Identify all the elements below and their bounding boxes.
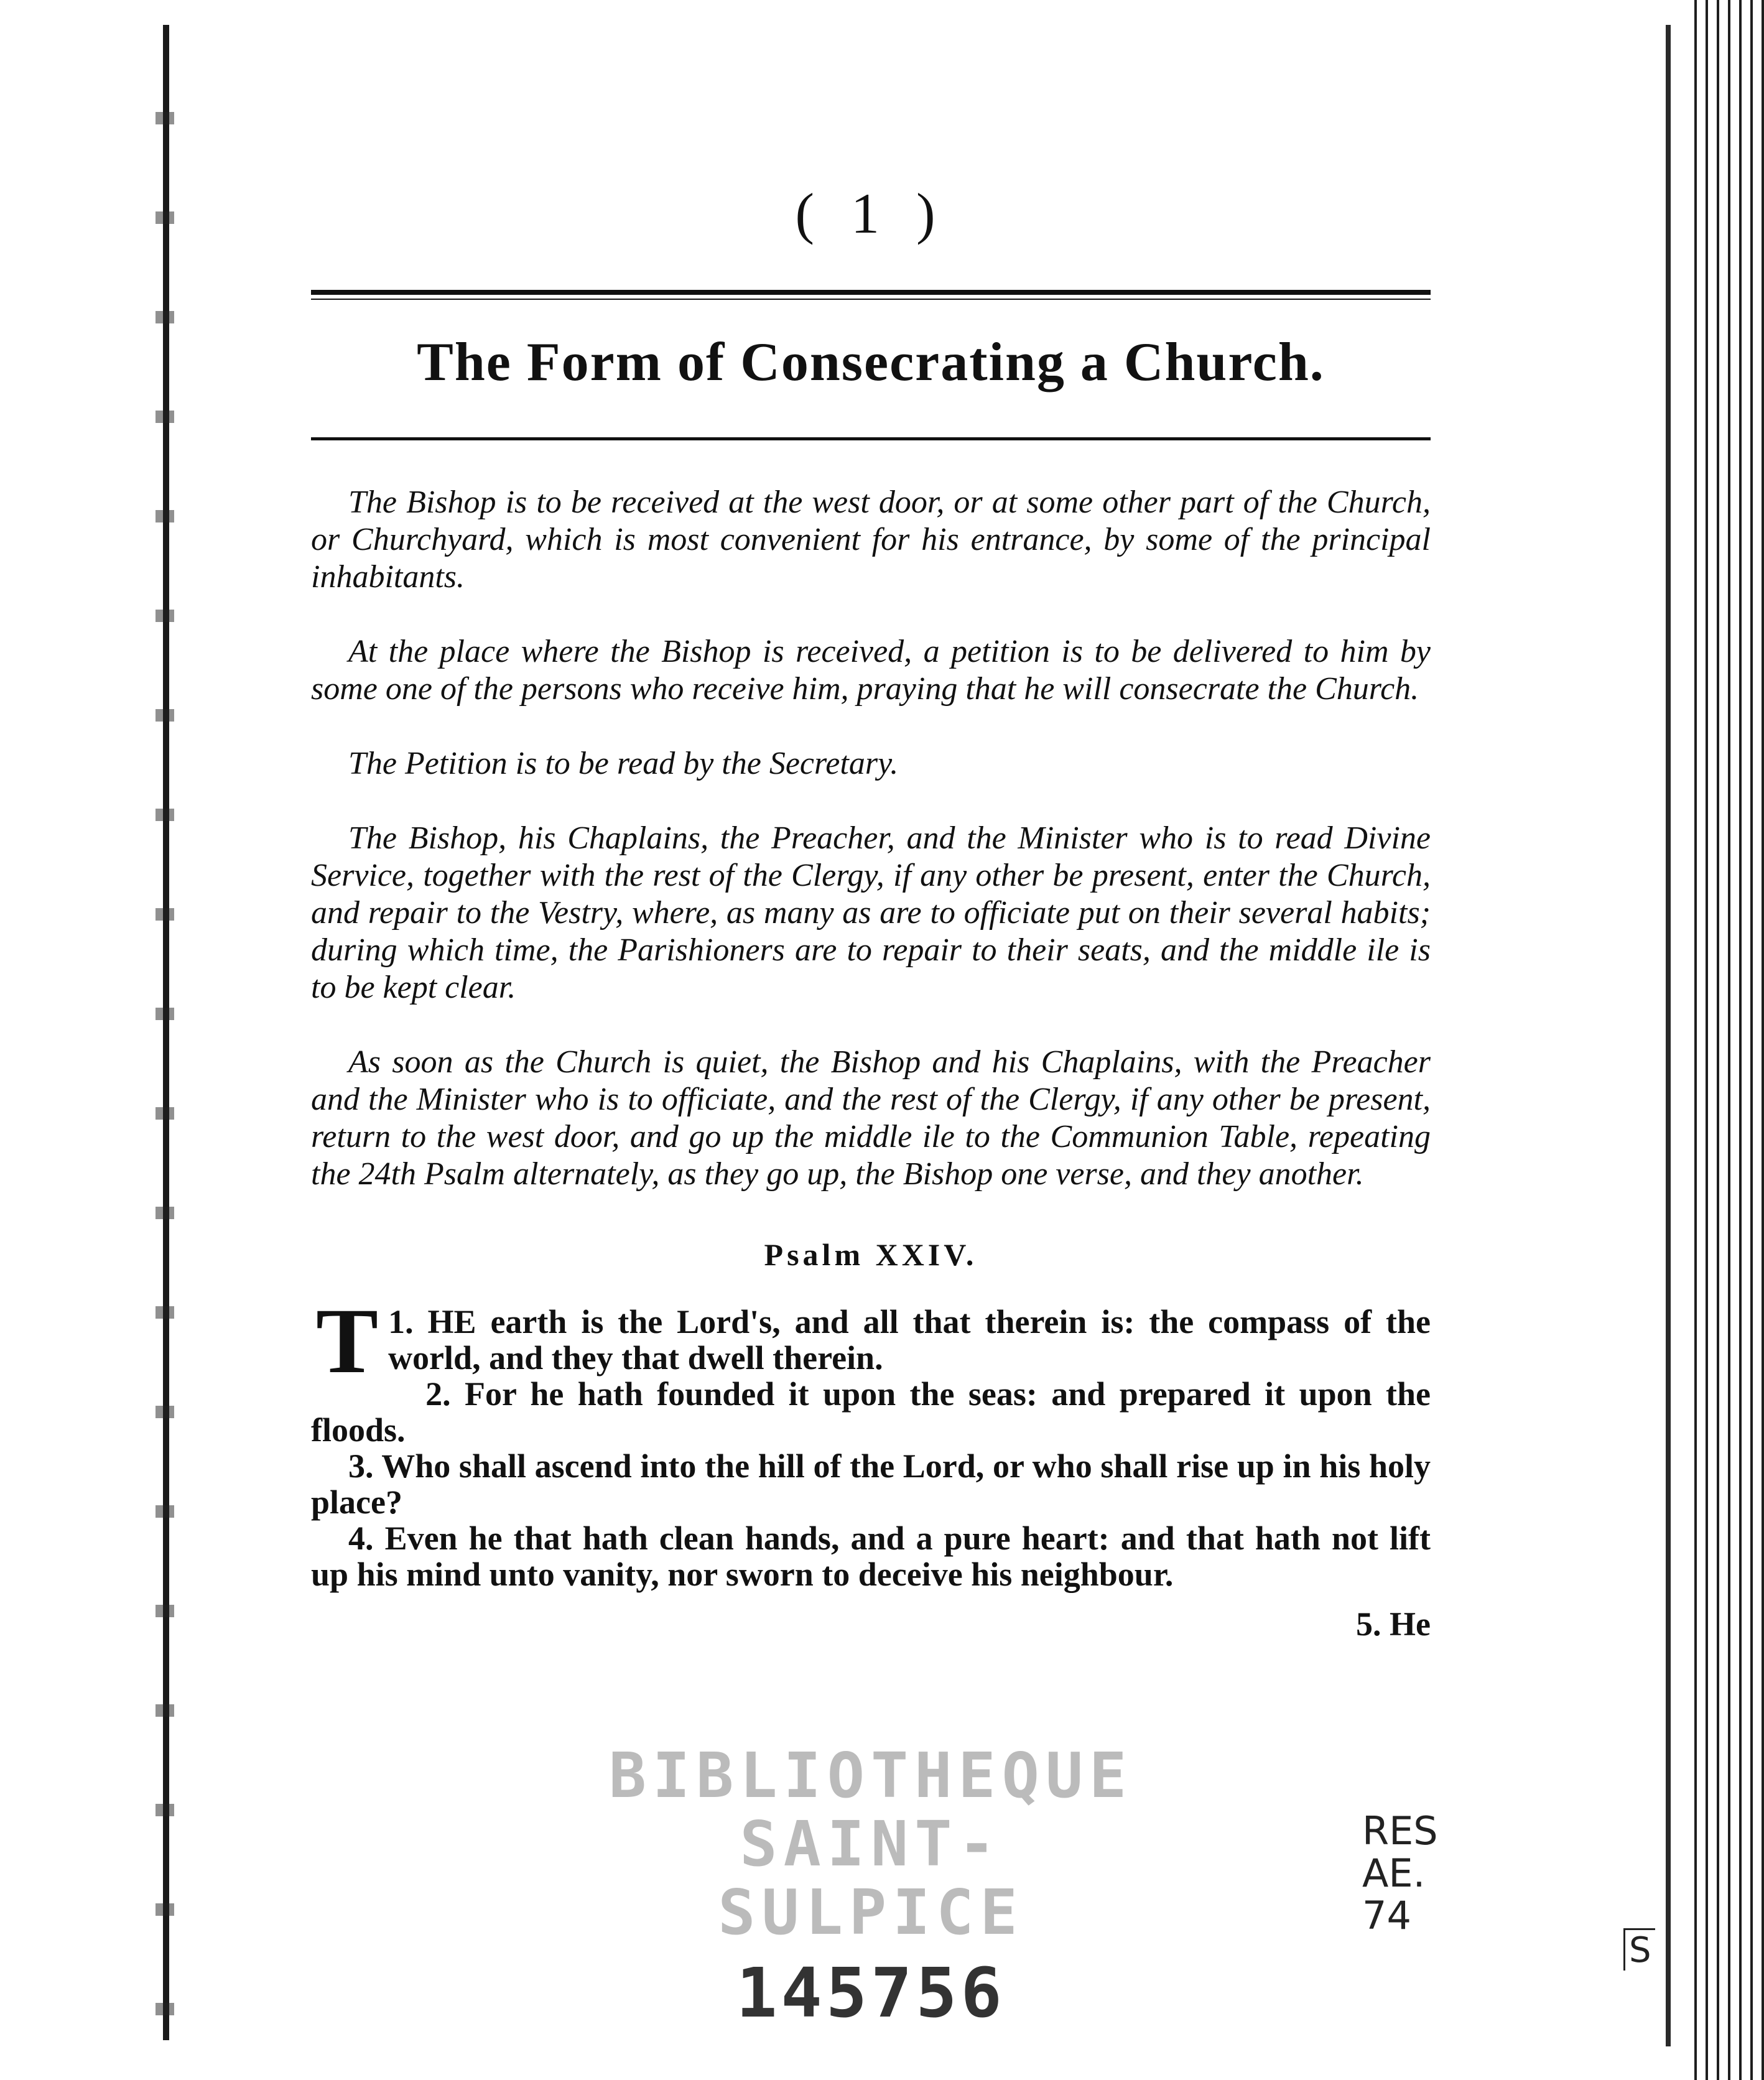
verse-text: Even he that hath clean hands, and a pure heart: and that hath not lift up his mind unto vanity, nor sworn to deceive his neighbour.	[311, 1520, 1431, 1593]
rubric-paragraph: The Petition is to be read by the Secretary.	[348, 746, 899, 781]
scan-right-edge	[1666, 25, 1671, 2046]
verse-text: Who shall ascend into the hill of the Lord, or who shall rise up in his holy place?	[311, 1447, 1431, 1521]
scan-left-edge-marks	[156, 25, 174, 2040]
handwritten-shelfmark	[1362, 1810, 1438, 1937]
shelfmark-line: 74	[1362, 1893, 1411, 1938]
page-title: The Form of Consecrating a Church.	[417, 332, 1325, 392]
rubric-paragraph: The Bishop, his Chaplains, the Preacher, and the Minister who is to read Divine Service, together with the rest of the Clergy, if any other be present, enter the Church, and repair to the Vestry, where, as many as are to officiate put on their several habits; during which time, the Parishioners are to repair to their seats, and the middle ile is to be kept clear.	[311, 820, 1431, 1005]
stamp-number: 145756	[736, 1953, 1006, 2033]
verse-number: 4.	[348, 1520, 374, 1557]
catchword-row	[311, 1605, 1431, 1661]
rubric-paragraph: At the place where the Bishop is received, a petition is to be delivered to him by some one of the persons who receive him, praying that he will consecrate the Church.	[311, 634, 1431, 707]
psalm-verse	[311, 1448, 1431, 1520]
catchword: 5. He	[1356, 1605, 1431, 1643]
drop-cap: T	[316, 1289, 379, 1393]
rubric-paragraph: As soon as the Church is quiet, the Bishop and his Chaplains, with the Preacher and the Minister who is to officiate, and the rest of the Clergy, if any other be present, return to the west door, and go up the middle ile to the Communion Table, repeating the 24th Psalm alternately, as they go up, the Bishop one verse, and they another.	[311, 1044, 1431, 1192]
scan-page-stack	[1689, 0, 1764, 2080]
rubric-paragraph: The Bishop is to be received at the west door, or at some other part of the Church, or Churchyard, which is most convenient for his entrance, by some of the principal inhabitants.	[311, 485, 1431, 595]
verse-number: 1.	[388, 1303, 414, 1340]
verse-text: HE earth is the Lord's, and all that therein is: the compass of the world, and they that dwell therein.	[388, 1303, 1431, 1377]
shelfmark-line: RES	[1362, 1808, 1438, 1854]
corner-mark: S	[1623, 1928, 1655, 1971]
header-rule	[311, 290, 1431, 300]
library-stamp	[591, 1739, 1151, 2033]
psalm-verse	[311, 1520, 1431, 1592]
psalm-heading: Psalm XXIV.	[764, 1237, 978, 1272]
title-rule	[311, 437, 1431, 440]
psalm-verse	[311, 1289, 1431, 1393]
document-page	[311, 180, 1431, 1661]
stamp-line: SAINT-SULPICE	[718, 1808, 1024, 1949]
psalm-verse	[311, 1376, 1431, 1448]
shelfmark-line: AE.	[1362, 1850, 1426, 1896]
verse-number: 2.	[425, 1375, 451, 1413]
stamp-line: BIBLIOTHEQUE	[608, 1739, 1133, 1812]
verse-number: 3.	[348, 1447, 374, 1485]
verse-text: For he hath founded it upon the seas: and prepared it upon the floods.	[311, 1375, 1431, 1449]
page-number: ( 1 )	[795, 182, 947, 245]
